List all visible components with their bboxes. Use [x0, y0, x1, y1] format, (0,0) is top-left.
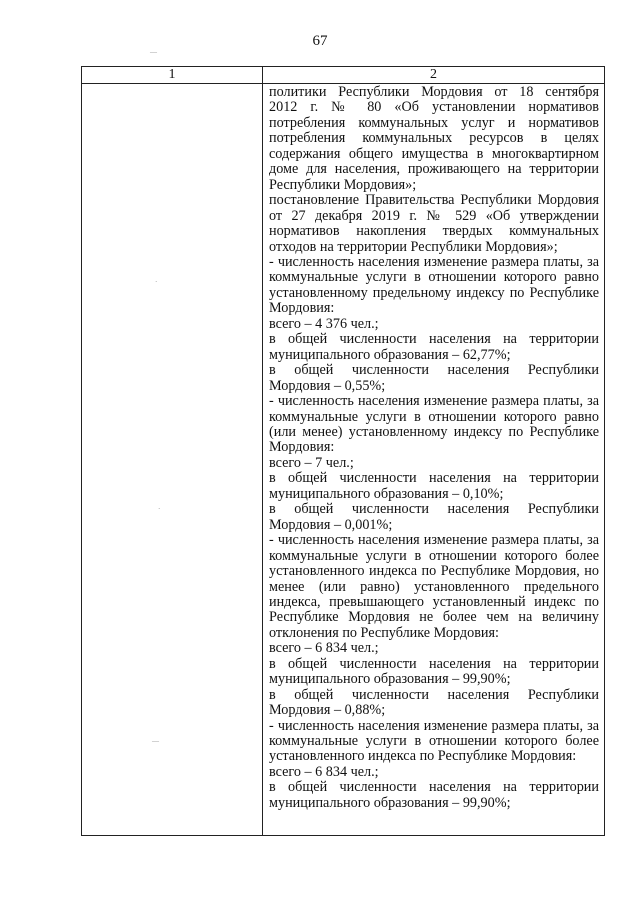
text-line: в общей численности населения на территории [269, 331, 599, 348]
column-2-text [269, 85, 599, 811]
text-line: коммунальные услуги в отношении которого более [269, 547, 599, 564]
text-line: (или менее) установленному индексу по Республике [269, 423, 599, 440]
text-line: в общей численности населения Республики [269, 362, 599, 379]
text-line: 2012 г. № 80 «Об установлении нормативов [269, 99, 599, 116]
text-line: коммунальные услуги в отношении которого равно [269, 408, 599, 425]
text-line: установленному предельному индексу по Республике [269, 284, 599, 301]
scan-speck: — [150, 48, 157, 56]
text-line: установленного индекса по Республике Мордовия, но [269, 563, 599, 580]
text-line: отходов на территории Республики Мордовия»; [269, 238, 558, 255]
text-line: всего – 6 834 чел.; [269, 763, 379, 780]
text-line: содержания общего имущества в многоквартирном [269, 145, 599, 162]
document-table [81, 66, 605, 836]
text-line: потребления коммунальных услуг и нормативов [269, 114, 599, 131]
text-line: Мордовия: [269, 300, 335, 317]
text-line: коммунальные услуги в отношении которого равно [269, 269, 599, 286]
text-line: постановление Правительства Республики Мордовия [269, 192, 599, 209]
text-line: - численность населения изменение размера платы, за [269, 253, 599, 270]
text-line: доме для населения, проживающего на территории [269, 161, 599, 178]
text-line: всего – 4 376 чел.; [269, 315, 379, 332]
text-line: всего – 6 834 чел.; [269, 640, 379, 657]
text-line: Республики Мордовия»; [269, 176, 417, 193]
text-line: в общей численности населения на территории [269, 779, 599, 796]
text-line: от 27 декабря 2019 г. № 529 «Об утверждении [269, 207, 599, 224]
text-line: муниципального образования – 99,90%; [269, 671, 511, 688]
text-line: всего – 7 чел.; [269, 454, 354, 471]
text-line: установленного индекса по Республике Мордовия: [269, 748, 577, 765]
text-line: нормативов накопления твердых коммунальных [269, 223, 599, 240]
text-line: Республике Мордовия не более чем на величину [269, 609, 599, 626]
text-line: - численность населения изменение размера платы, за [269, 717, 599, 734]
text-line: - численность населения изменение размера платы, за [269, 532, 599, 549]
text-line: индекса, превышающего установленный индекс по [269, 593, 599, 610]
text-line: в общей численности населения на территории [269, 655, 599, 672]
text-line: - численность населения изменение размера платы, за [269, 393, 599, 410]
page-number: 67 [312, 33, 328, 49]
text-line: муниципального образования – 0,10%; [269, 485, 504, 502]
text-line: Мордовия – 0,001%; [269, 516, 393, 533]
scan-speck: · [158, 505, 161, 513]
text-line: муниципального образования – 62,77%; [269, 346, 511, 363]
text-line: Мордовия – 0,88%; [269, 702, 386, 719]
text-line: отклонения по Республике Мордовия: [269, 624, 499, 641]
text-line: муниципального образования – 99,90%; [269, 794, 511, 811]
text-line: менее (или равно) установленного предельного [269, 578, 599, 595]
text-line: потребления коммунальных ресурсов в целях [269, 130, 599, 147]
text-line: в общей численности населения Республики [269, 501, 599, 518]
text-line: в общей численности населения Республики [269, 686, 599, 703]
column-header-2: 2 [430, 67, 437, 82]
text-line: Мордовия: [269, 439, 335, 456]
scan-speck: · [155, 278, 158, 286]
scan-speck: — [152, 737, 159, 745]
text-line: Мордовия – 0,55%; [269, 377, 386, 394]
text-line: в общей численности населения на территории [269, 470, 599, 487]
column-divider [262, 67, 263, 835]
column-header-1: 1 [168, 67, 176, 82]
text-line: коммунальные услуги в отношении которого более [269, 733, 599, 750]
text-line: политики Республики Мордовия от 18 сентября [269, 84, 599, 100]
